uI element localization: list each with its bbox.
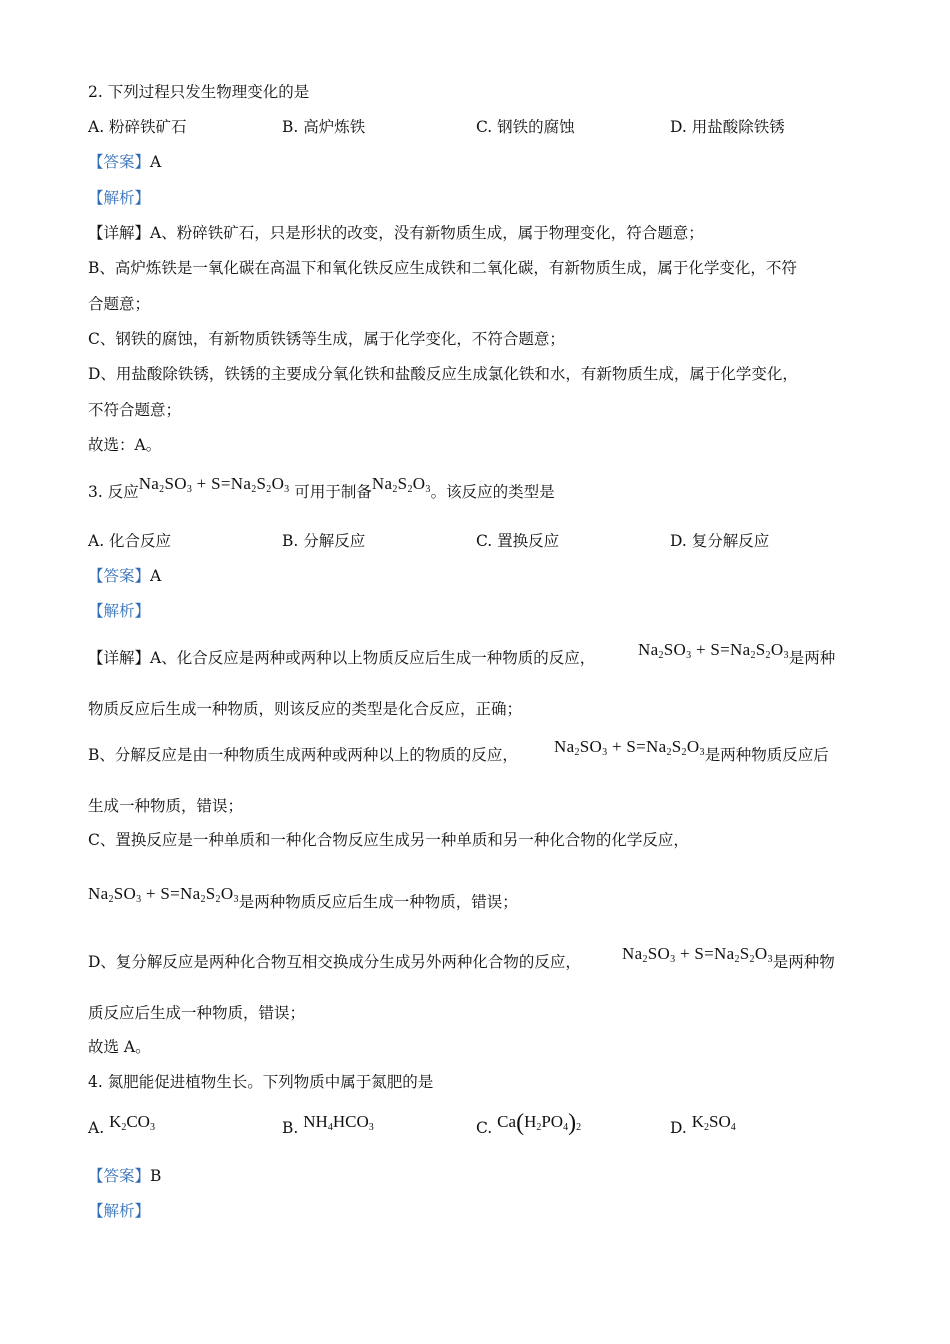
q3-detail-d2: 质反应后生成一种物质，错误； — [88, 1004, 306, 1022]
q3-option-c: C. 置换反应 — [476, 532, 560, 550]
stem-text: 3. 反应 — [88, 483, 139, 501]
q3-detail-b2: 生成一种物质，错误； — [88, 797, 244, 815]
q2-stem: 2. 下列过程只发生物理变化的是 — [88, 83, 310, 101]
detail-text: A、粉碎铁矿石，只是形状的改变，没有新物质生成，属于物理变化，符合题意； — [150, 224, 704, 242]
q3-answer — [88, 566, 161, 586]
q4-analysis-tag: 【解析】 — [88, 1202, 151, 1220]
formula-nh4hco3: $NH_4HCO_3$ — [303, 1112, 374, 1133]
q4-answer — [88, 1166, 161, 1186]
q4-option-b — [282, 1112, 374, 1144]
q3-stem — [88, 474, 555, 508]
q4-option-d — [670, 1112, 736, 1144]
formula-k2co3: $K_2CO_3$ — [109, 1112, 155, 1133]
formula-ca-h2po4-2: $Ca(H_2PO_4)_2$ — [497, 1110, 582, 1136]
q3-option-a: A. 化合反应 — [88, 532, 172, 550]
q4-option-c — [476, 1110, 582, 1144]
answer-tag: 【答案】 — [88, 567, 151, 585]
q2-option-a: A. 粉碎铁矿石 — [88, 118, 187, 136]
reaction-equation: $Na_2SO_3 + S=Na_2S_2O_3$ — [554, 737, 705, 758]
detail-text: 是两种 — [788, 649, 836, 667]
q3-option-b: B. 分解反应 — [282, 532, 366, 550]
q3-conclusion: 故选 A。 — [88, 1038, 151, 1056]
q3-detail-a2: 物质反应后生成一种物质，则该反应的类型是化合反应，正确； — [88, 700, 523, 718]
detail-text: A、化合反应是两种或两种以上物质反应后生成一种物质的反应， — [150, 649, 596, 667]
q3-detail-d1-formula — [622, 944, 835, 978]
product-formula: $Na_2S_2O_3$ — [371, 474, 431, 495]
reaction-equation: $Na_2SO_3 + S=Na_2S_2O_3$ — [138, 474, 290, 495]
stem-text: 可用于制备 — [294, 483, 372, 501]
option-letter: C. — [476, 1119, 493, 1137]
reaction-equation: $Na_2SO_3 + S=Na_2S_2O_3$ — [622, 944, 773, 965]
answer-tag: 【答案】 — [88, 153, 151, 171]
q3-analysis-tag: 【解析】 — [88, 602, 151, 620]
detail-text: 是两种物 — [772, 953, 835, 971]
q3-detail-a1 — [88, 648, 595, 668]
q2-detail-d2: 不符合题意； — [88, 401, 182, 419]
option-letter: B. — [282, 1119, 299, 1137]
q2-detail-c: C、钢铁的腐蚀，有新物质铁锈等生成，属于化学变化，不符合题意； — [88, 330, 565, 348]
q2-detail-b1: B、高炉炼铁是一氧化碳在高温下和氧化铁反应生成铁和二氧化碳，有新物质生成，属于化学变化，不符 — [88, 259, 797, 277]
q2-answer — [88, 152, 161, 172]
q2-detail-b2: 合题意； — [88, 295, 151, 313]
q3-detail-d1: D、复分解反应是两种化合物互相交换成分生成另外两种化合物的反应， — [88, 953, 581, 971]
detail-text: 是两种物质反应后生成一种物质，错误； — [238, 893, 518, 911]
q3-detail-b1-formula — [554, 737, 829, 771]
answer-value: A — [150, 567, 162, 585]
q3-option-d: D. 复分解反应 — [670, 532, 770, 550]
q2-option-d: D. 用盐酸除铁锈 — [670, 118, 785, 136]
option-letter: D. — [670, 1119, 687, 1137]
stem-text: 。该反应的类型是 — [430, 483, 555, 501]
option-letter: A. — [88, 1119, 105, 1137]
q4-stem: 4. 氮肥能促进植物生长。下列物质中属于氮肥的是 — [88, 1073, 434, 1091]
answer-tag: 【答案】 — [88, 1167, 151, 1185]
formula-k2so4: $K_2SO_4$ — [691, 1112, 736, 1133]
q3-detail-c1: C、置换反应是一种单质和一种化合物反应生成另一种单质和另一种化合物的化学反应， — [88, 831, 689, 849]
q2-option-b: B. 高炉炼铁 — [282, 118, 366, 136]
detail-tag: 【详解】 — [88, 649, 151, 667]
detail-tag: 【详解】 — [88, 224, 151, 242]
q2-option-c: C. 钢铁的腐蚀 — [476, 118, 575, 136]
reaction-equation: $Na_2SO_3 + S=Na_2S_2O_3$ — [638, 640, 789, 661]
q3-detail-a1-formula — [638, 640, 836, 674]
answer-value: B — [150, 1167, 162, 1185]
q3-detail-b1: B、分解反应是由一种物质生成两种或两种以上的物质的反应， — [88, 746, 518, 764]
answer-value: A — [150, 153, 162, 171]
reaction-equation: $Na_2SO_3 + S=Na_2S_2O_3$ — [88, 884, 239, 905]
q2-conclusion: 故选：A。 — [88, 436, 162, 454]
detail-text: 是两种物质反应后 — [704, 746, 829, 764]
q4-option-a — [88, 1112, 155, 1144]
q2-detail-d1: D、用盐酸除铁锈，铁锈的主要成分氧化铁和盐酸反应生成氯化铁和水，有新物质生成，属于化学变化， — [88, 365, 798, 383]
q2-analysis-tag: 【解析】 — [88, 189, 151, 207]
q2-detail-a — [88, 223, 704, 243]
q3-detail-c2 — [88, 884, 518, 918]
